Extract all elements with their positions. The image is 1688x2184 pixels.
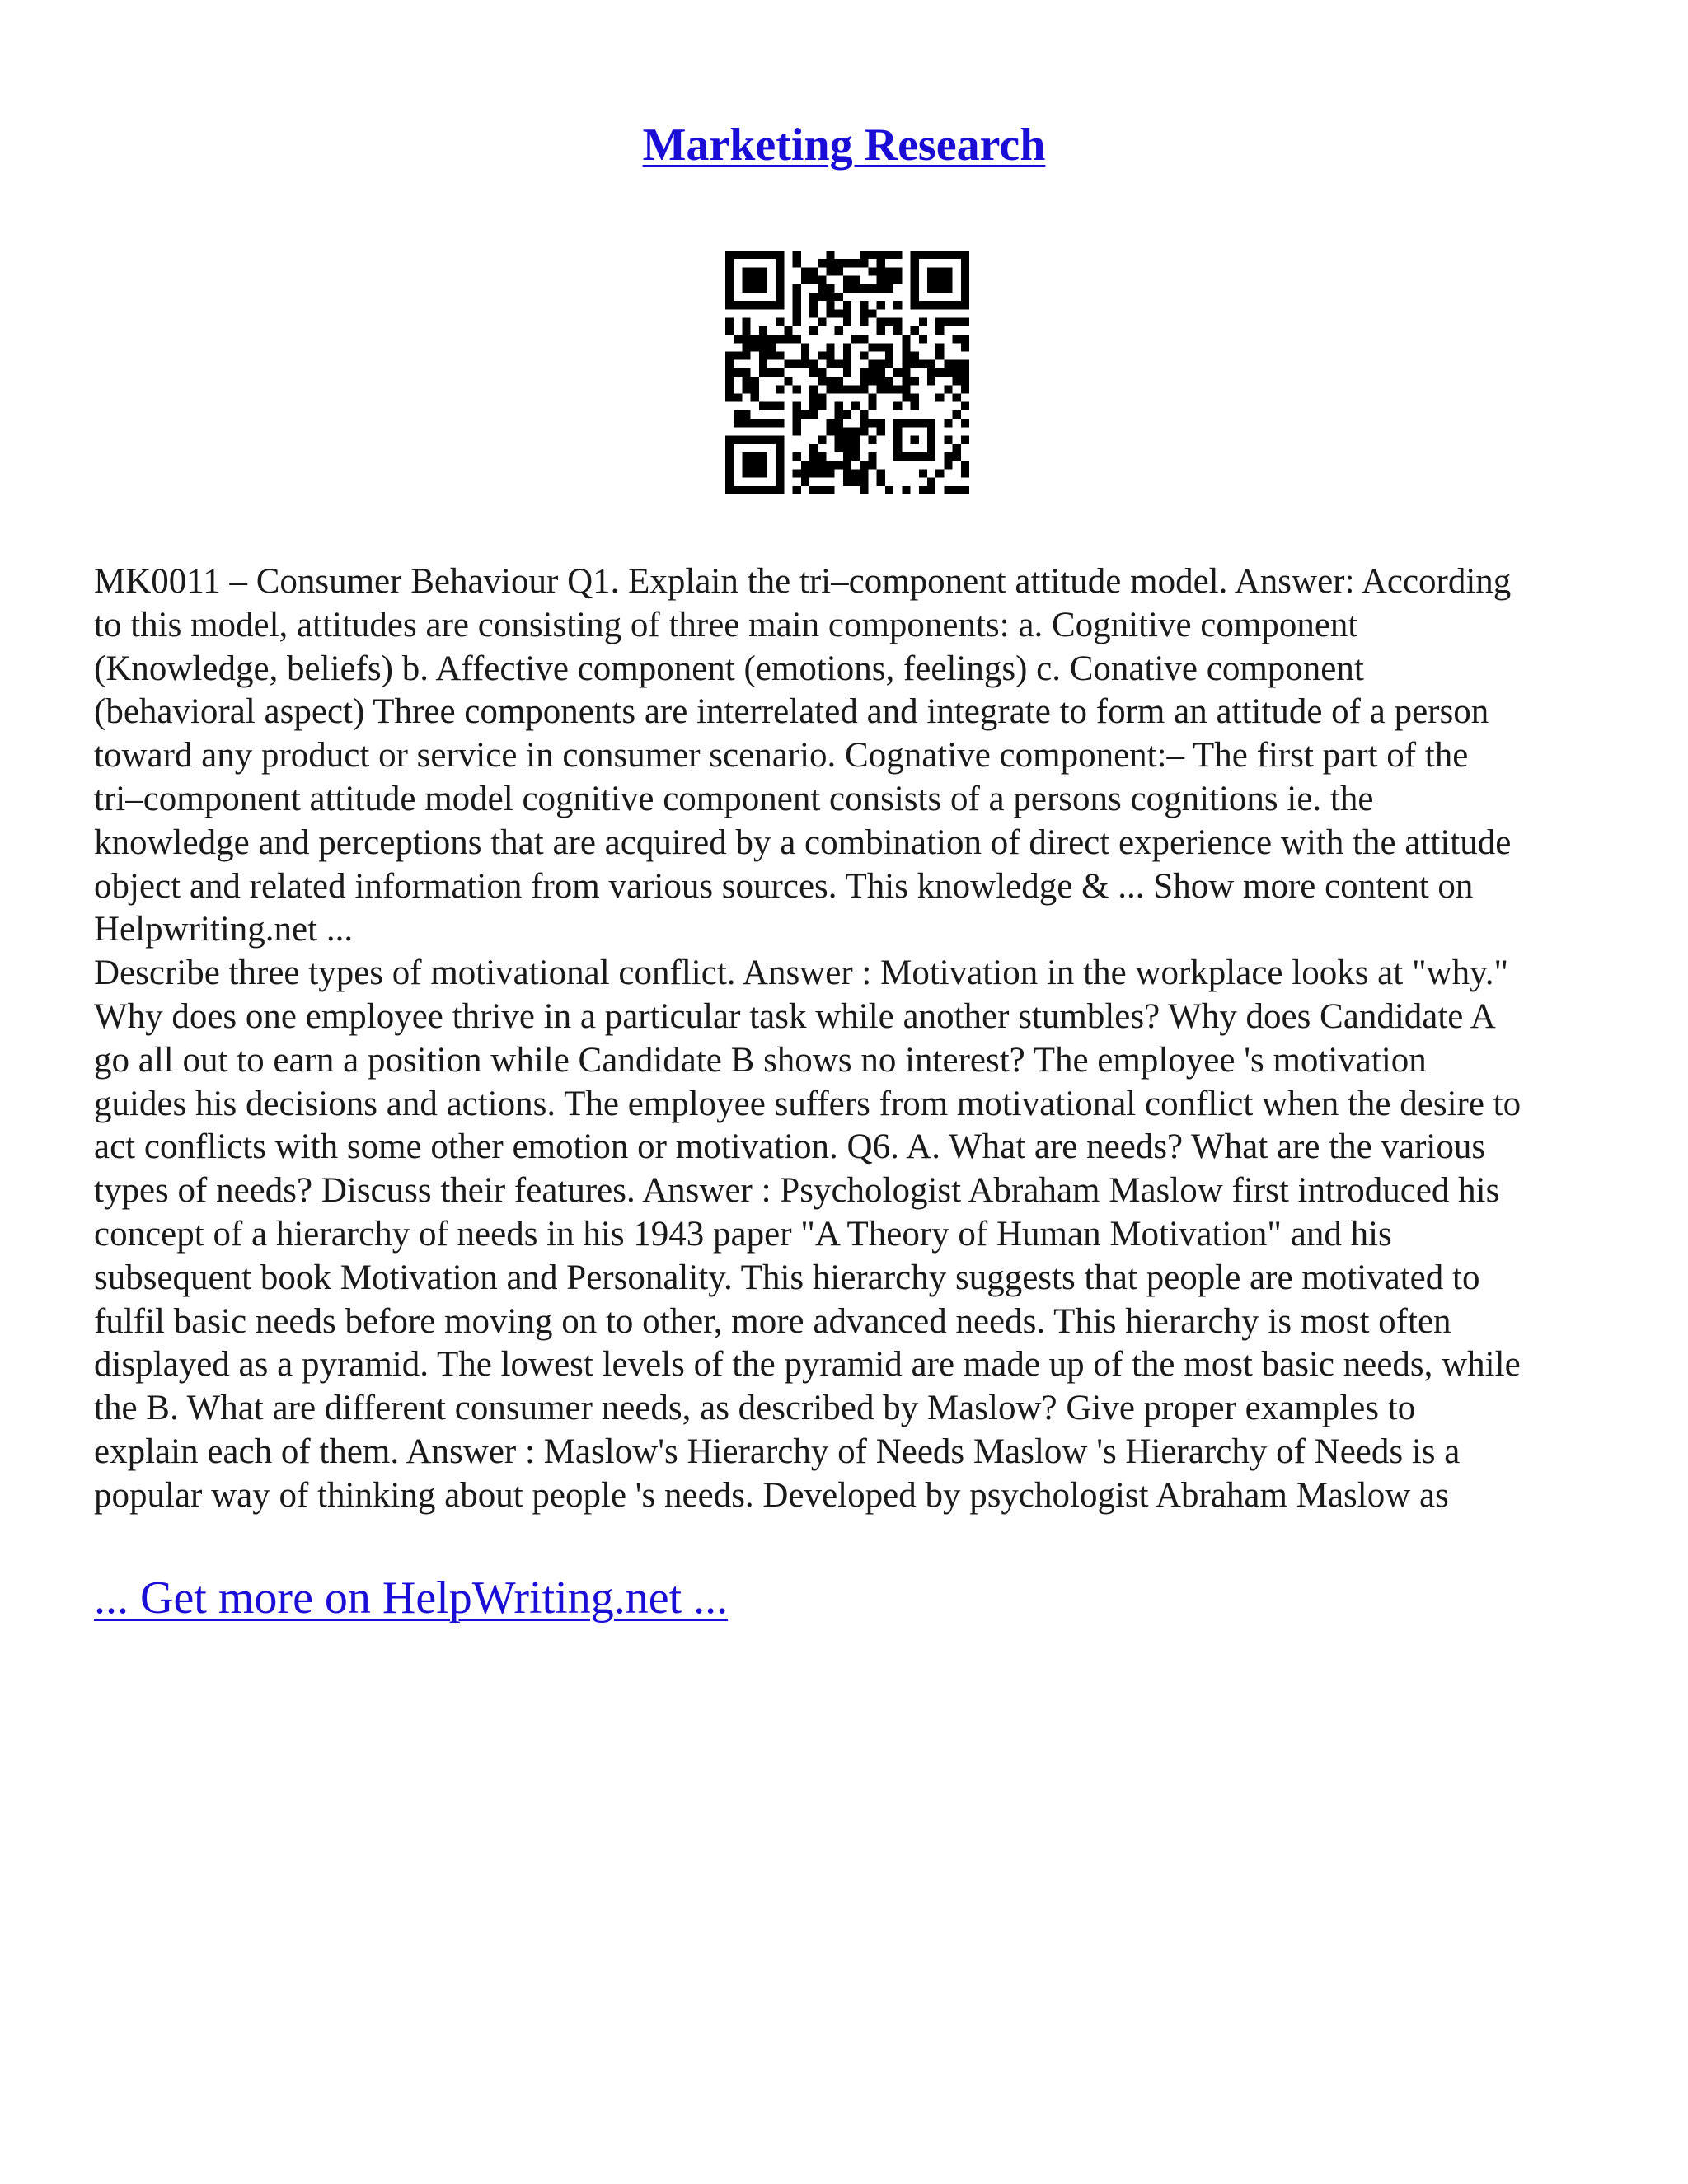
body-line: toward any product or service in consumer scenario. Cognative component:– The first part of the xyxy=(94,736,1469,776)
body-line: (Knowledge, beliefs) b. Affective component (emotions, feelings) c. Conative component xyxy=(94,649,1364,688)
body-line: popular way of thinking about people 's needs. Developed by psychologist Abraham Maslow as xyxy=(94,1475,1449,1515)
body-line: knowledge and perceptions that are acquired by a combination of direct experience with the attitude xyxy=(94,823,1512,862)
body-line: Describe three types of motivational conflict. Answer : Motivation in the workplace looks at "why." xyxy=(94,954,1509,993)
body-line: MK0011 – Consumer Behaviour Q1. Explain the tri–component attitude model. Answer: According xyxy=(94,562,1512,601)
body-line: go all out to earn a position while Candidate B shows no interest? The employee 's motivation xyxy=(94,1040,1427,1080)
qr-code-icon xyxy=(725,251,969,494)
body-line: tri–component attitude model cognitive component consists of a persons cognitions ie. the xyxy=(94,779,1374,818)
body-line: (behavioral aspect) Three components are interrelated and integrate to form an attitude of a person xyxy=(94,692,1489,732)
body-line: types of needs? Discuss their features. Answer : Psychologist Abraham Maslow first introduced his xyxy=(94,1171,1500,1211)
body-line: Helpwriting.net ... xyxy=(94,910,354,949)
body-line: concept of a hierarchy of needs in his 1943 paper "A Theory of Human Motivation" and his xyxy=(94,1214,1392,1254)
body-line: guides his decisions and actions. The employee suffers from motivational conflict when the desire to xyxy=(94,1084,1522,1123)
page-title xyxy=(0,115,1688,175)
body-line: subsequent book Motivation and Personality. This hierarchy suggests that people are motivated to xyxy=(94,1258,1480,1297)
body-text xyxy=(94,560,1611,1518)
body-line: displayed as a pyramid. The lowest levels of the pyramid are made up of the most basic needs, while xyxy=(94,1345,1521,1385)
body-line: fulfil basic needs before moving on to other, more advanced needs. This hierarchy is most often xyxy=(94,1301,1451,1341)
title-link[interactable]: Marketing Research xyxy=(642,120,1046,171)
body-line: object and related information from various sources. This knowledge & ... Show more content on xyxy=(94,866,1474,906)
body-line: Why does one employee thrive in a particular task while another stumbles? Why does Candidate A xyxy=(94,996,1496,1036)
body-line: explain each of them. Answer : Maslow's Hierarchy of Needs Maslow 's Hierarchy of Needs is a xyxy=(94,1432,1461,1471)
get-more-link[interactable]: ... Get more on HelpWriting.net ... xyxy=(94,1572,729,1624)
body-line: act conflicts with some other emotion or motivation. Q6. A. What are needs? What are the various xyxy=(94,1127,1486,1167)
body-line: to this model, attitudes are consisting of three main components: a. Cognitive component xyxy=(94,605,1358,644)
body-line: the B. What are different consumer needs, as described by Maslow? Give proper examples to xyxy=(94,1389,1416,1428)
